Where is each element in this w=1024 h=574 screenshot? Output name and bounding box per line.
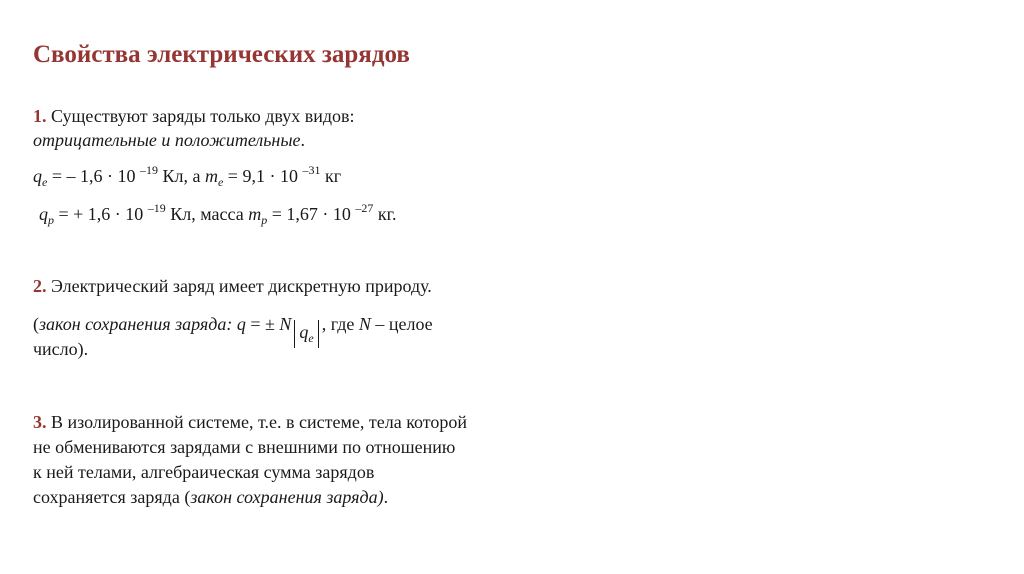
p3-number: 3.	[33, 412, 47, 432]
electron-eq2: = 9,1 · 10	[223, 166, 303, 186]
electron-unit: кг	[320, 166, 342, 186]
p2-line1	[33, 275, 432, 297]
p1-kinds-end: .	[300, 130, 306, 150]
proton-q: q	[39, 204, 48, 224]
p1-line1	[33, 105, 355, 127]
abs-value	[294, 320, 318, 348]
electron-formula	[33, 165, 341, 187]
p3-line2: не обмениваются зарядами с внешними по отношению	[33, 437, 456, 457]
p3-line4	[33, 486, 388, 508]
p3-line3: к ней телами, алгебраическая сумма зарядов	[33, 462, 375, 482]
proton-mid: Кл, масса	[165, 204, 249, 224]
p2-law	[33, 313, 433, 348]
p3-line4-b: .	[383, 487, 389, 507]
electron-m-sub: e	[217, 175, 224, 189]
proton-m: m	[248, 204, 262, 224]
p2-number: 2.	[33, 276, 47, 296]
proton-q-sub: p	[48, 213, 54, 227]
p2-text: Электрический заряд имеет дискретную природу.	[46, 276, 432, 296]
p2-law-rest: , где	[321, 314, 359, 334]
p2-law-open: (	[33, 314, 39, 334]
p3-line4-a: сохраняется заряда (	[33, 487, 191, 507]
proton-eq: = + 1,6 · 10	[54, 204, 148, 224]
p2-law-rest2: – целое	[370, 314, 433, 334]
p2-law-q-sub: e	[308, 331, 314, 345]
p1-text: Существуют заряды только двух видов:	[46, 106, 355, 126]
p2-law-N: N	[279, 314, 292, 334]
electron-exp: –19	[139, 163, 158, 177]
p3-line1	[33, 411, 467, 433]
proton-exp2: –27	[355, 201, 374, 215]
proton-exp: –19	[147, 201, 166, 215]
p3-line4-italic: закон сохранения заряда)	[190, 487, 384, 507]
p1-line2	[33, 129, 305, 151]
proton-formula	[39, 203, 397, 225]
p2-law-line2: число).	[33, 339, 89, 359]
p2-law-italic: закон сохранения заряда: q	[39, 314, 246, 334]
proton-m-sub: p	[261, 213, 268, 227]
electron-eq: = – 1,6 · 10	[47, 166, 140, 186]
electron-m: m	[204, 166, 218, 186]
p1-number: 1.	[33, 106, 47, 126]
electron-mid: Кл, а	[157, 166, 205, 186]
p2-law-q: q	[299, 322, 309, 342]
electron-q-sub: e	[42, 175, 48, 189]
p1-kinds: отрицательные и положительные	[33, 130, 301, 150]
electron-exp2: –31	[302, 163, 321, 177]
slide-title: Свойства электрических зарядов	[33, 41, 410, 68]
proton-unit: кг.	[373, 204, 397, 224]
electron-q: q	[33, 166, 42, 186]
p2-law-eq: = ±	[245, 314, 280, 334]
p2-law-N2: N	[358, 314, 371, 334]
proton-eq2: = 1,67 · 10	[267, 204, 356, 224]
p3-text-1: В изолированной системе, т.е. в системе, тела которой	[46, 412, 468, 432]
